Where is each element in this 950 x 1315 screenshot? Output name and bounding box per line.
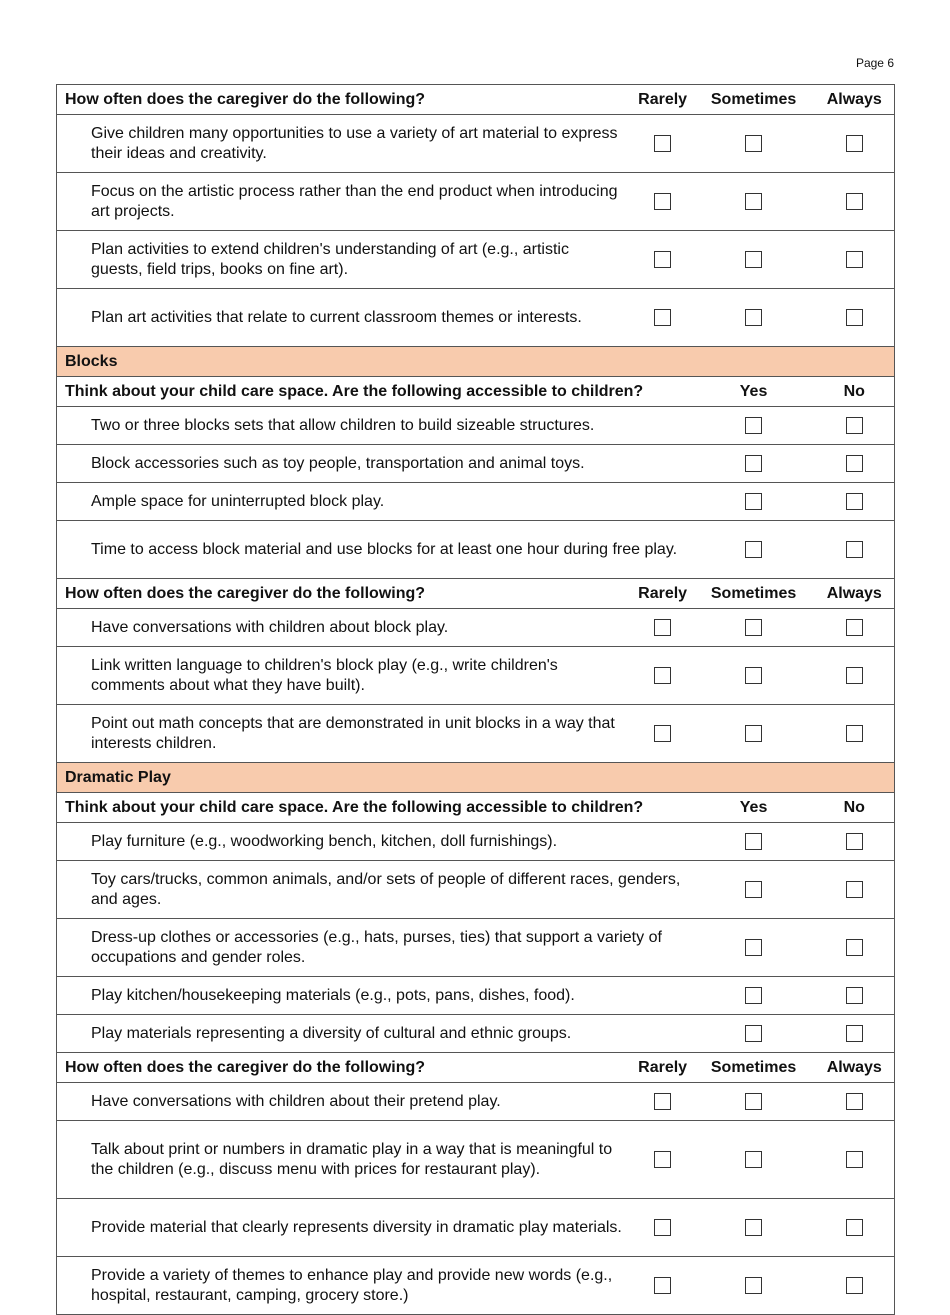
question-text: Have conversations with children about block play. <box>57 609 633 647</box>
question-row <box>57 483 895 521</box>
no-checkbox[interactable] <box>846 493 863 510</box>
question-text: Talk about print or numbers in dramatic play in a way that is meaningful to the children (e.g., discuss menu with prices for restaurant play). <box>57 1121 633 1199</box>
question-row <box>57 705 895 763</box>
rarely-checkbox[interactable] <box>654 1151 671 1168</box>
sometimes-checkbox[interactable] <box>745 251 762 268</box>
freq-header: How often does the caregiver do the following? <box>57 1053 633 1083</box>
rarely-checkbox[interactable] <box>654 251 671 268</box>
question-row <box>57 173 895 231</box>
always-checkbox[interactable] <box>846 1151 863 1168</box>
yes-checkbox[interactable] <box>745 881 762 898</box>
question-text: Block accessories such as toy people, transportation and animal toys. <box>57 445 693 483</box>
col-rarely: Rarely <box>633 85 693 115</box>
sometimes-checkbox[interactable] <box>745 725 762 742</box>
question-text: Toy cars/trucks, common animals, and/or sets of people of different races, genders, and ages. <box>57 861 693 919</box>
question-row <box>57 1257 895 1315</box>
yes-checkbox[interactable] <box>745 1025 762 1042</box>
question-row <box>57 289 895 347</box>
col-sometimes: Sometimes <box>693 1053 815 1083</box>
always-checkbox[interactable] <box>846 619 863 636</box>
rarely-checkbox[interactable] <box>654 725 671 742</box>
always-checkbox[interactable] <box>846 251 863 268</box>
question-row <box>57 231 895 289</box>
sometimes-checkbox[interactable] <box>745 619 762 636</box>
col-always: Always <box>815 85 895 115</box>
question-row <box>57 1199 895 1257</box>
freq-header-row <box>57 579 895 609</box>
col-rarely: Rarely <box>633 1053 693 1083</box>
sometimes-checkbox[interactable] <box>745 309 762 326</box>
rarely-checkbox[interactable] <box>654 1219 671 1236</box>
no-checkbox[interactable] <box>846 987 863 1004</box>
sometimes-checkbox[interactable] <box>745 1219 762 1236</box>
rarely-checkbox[interactable] <box>654 135 671 152</box>
yes-checkbox[interactable] <box>745 987 762 1004</box>
rarely-checkbox[interactable] <box>654 1277 671 1294</box>
question-row <box>57 521 895 579</box>
question-row <box>57 1015 895 1053</box>
col-always: Always <box>815 579 895 609</box>
question-row <box>57 1121 895 1199</box>
sometimes-checkbox[interactable] <box>745 1093 762 1110</box>
question-row <box>57 823 895 861</box>
col-rarely: Rarely <box>633 579 693 609</box>
question-row <box>57 977 895 1015</box>
col-no: No <box>815 793 895 823</box>
question-row <box>57 115 895 173</box>
question-text: Point out math concepts that are demonstrated in unit blocks in a way that interests children. <box>57 705 633 763</box>
access-header: Think about your child care space. Are the following accessible to children? <box>57 793 693 823</box>
sometimes-checkbox[interactable] <box>745 1277 762 1294</box>
yes-checkbox[interactable] <box>745 833 762 850</box>
question-text: Plan art activities that relate to current classroom themes or interests. <box>57 289 633 347</box>
question-text: Play kitchen/housekeeping materials (e.g., pots, pans, dishes, food). <box>57 977 693 1015</box>
question-text: Plan activities to extend children's understanding of art (e.g., artistic guests, field trips, books on fine art). <box>57 231 633 289</box>
question-text: Two or three blocks sets that allow children to build sizeable structures. <box>57 407 693 445</box>
question-text: Play furniture (e.g., woodworking bench, kitchen, doll furnishings). <box>57 823 693 861</box>
rarely-checkbox[interactable] <box>654 309 671 326</box>
col-yes: Yes <box>693 793 815 823</box>
always-checkbox[interactable] <box>846 1277 863 1294</box>
question-row <box>57 919 895 977</box>
col-no: No <box>815 377 895 407</box>
yes-checkbox[interactable] <box>745 541 762 558</box>
question-text: Dress-up clothes or accessories (e.g., hats, purses, ties) that support a variety of occupations and gender roles. <box>57 919 693 977</box>
section-title: Dramatic Play <box>57 763 895 793</box>
question-text: Ample space for uninterrupted block play. <box>57 483 693 521</box>
question-text: Provide material that clearly represents diversity in dramatic play materials. <box>57 1199 633 1257</box>
always-checkbox[interactable] <box>846 309 863 326</box>
yes-checkbox[interactable] <box>745 455 762 472</box>
always-checkbox[interactable] <box>846 1219 863 1236</box>
question-row <box>57 647 895 705</box>
sometimes-checkbox[interactable] <box>745 1151 762 1168</box>
yes-checkbox[interactable] <box>745 493 762 510</box>
always-checkbox[interactable] <box>846 725 863 742</box>
yes-checkbox[interactable] <box>745 939 762 956</box>
freq-header-row <box>57 85 895 115</box>
freq-header-row <box>57 1053 895 1083</box>
question-row <box>57 861 895 919</box>
sometimes-checkbox[interactable] <box>745 193 762 210</box>
rarely-checkbox[interactable] <box>654 193 671 210</box>
question-text: Have conversations with children about their pretend play. <box>57 1083 633 1121</box>
rarely-checkbox[interactable] <box>654 667 671 684</box>
freq-header: How often does the caregiver do the following? <box>57 85 633 115</box>
col-sometimes: Sometimes <box>693 579 815 609</box>
rarely-checkbox[interactable] <box>654 619 671 636</box>
question-text: Focus on the artistic process rather than the end product when introducing art projects. <box>57 173 633 231</box>
no-checkbox[interactable] <box>846 939 863 956</box>
sometimes-checkbox[interactable] <box>745 667 762 684</box>
col-yes: Yes <box>693 377 815 407</box>
question-text: Give children many opportunities to use a variety of art material to express their ideas and creativity. <box>57 115 633 173</box>
col-sometimes: Sometimes <box>693 85 815 115</box>
freq-header: How often does the caregiver do the following? <box>57 579 633 609</box>
question-row <box>57 1083 895 1121</box>
section-dramatic-play <box>57 763 895 793</box>
no-checkbox[interactable] <box>846 881 863 898</box>
always-checkbox[interactable] <box>846 193 863 210</box>
question-text: Provide a variety of themes to enhance play and provide new words (e.g., hospital, restaurant, camping, grocery store.) <box>57 1257 633 1315</box>
question-row <box>57 407 895 445</box>
yes-checkbox[interactable] <box>745 417 762 434</box>
question-text: Time to access block material and use blocks for at least one hour during free play. <box>57 521 693 579</box>
section-title: Blocks <box>57 347 895 377</box>
section-blocks <box>57 347 895 377</box>
access-header-row <box>57 377 895 407</box>
no-checkbox[interactable] <box>846 833 863 850</box>
always-checkbox[interactable] <box>846 1093 863 1110</box>
page-number: Page 6 <box>855 56 894 70</box>
rarely-checkbox[interactable] <box>654 1093 671 1110</box>
col-always: Always <box>815 1053 895 1083</box>
question-row <box>57 609 895 647</box>
no-checkbox[interactable] <box>846 1025 863 1042</box>
no-checkbox[interactable] <box>846 455 863 472</box>
access-header-row <box>57 793 895 823</box>
no-checkbox[interactable] <box>846 417 863 434</box>
access-header: Think about your child care space. Are the following accessible to children? <box>57 377 693 407</box>
survey-table <box>56 84 895 1315</box>
always-checkbox[interactable] <box>846 667 863 684</box>
question-text: Link written language to children's block play (e.g., write children's comments about what they have built). <box>57 647 633 705</box>
no-checkbox[interactable] <box>846 541 863 558</box>
question-row <box>57 445 895 483</box>
sometimes-checkbox[interactable] <box>745 135 762 152</box>
question-text: Play materials representing a diversity of cultural and ethnic groups. <box>57 1015 693 1053</box>
always-checkbox[interactable] <box>846 135 863 152</box>
